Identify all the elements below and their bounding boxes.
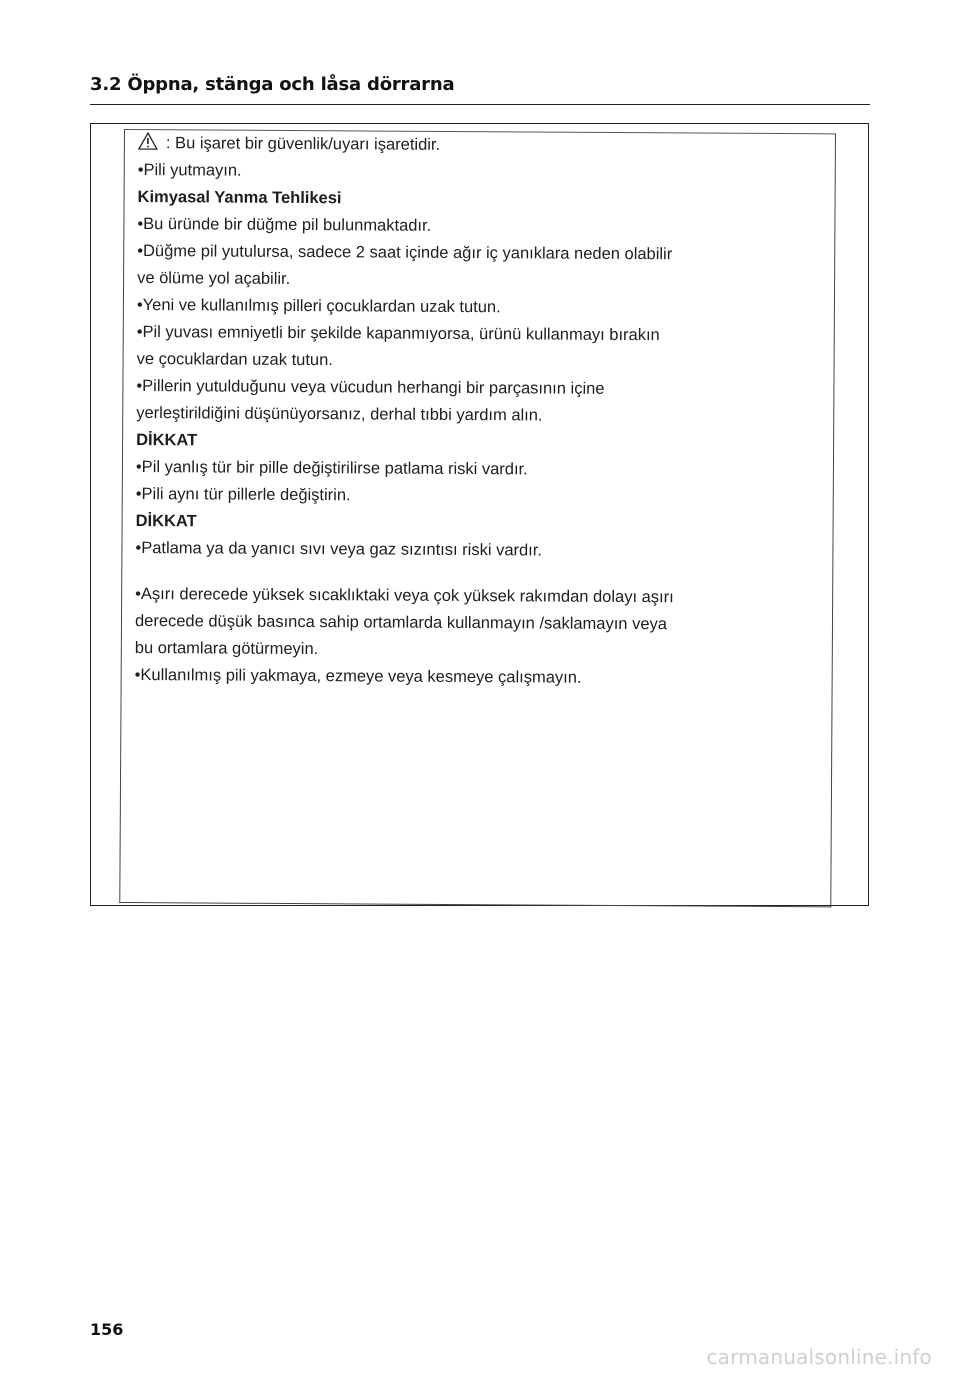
- warning-heading-caution: DİKKAT: [136, 430, 198, 450]
- warning-line: derecede düşük basınca sahip ortamlarda kullanmayın /saklamayın veya: [134, 611, 668, 634]
- warning-line: •Pillerin yutulduğunu veya vücudun herhangi bir parçasının içine: [136, 376, 605, 398]
- warning-line: ve çocuklardan uzak tutun.: [136, 349, 333, 370]
- warning-line: •Pil yuvası emniyetli bir şekilde kapanmıyorsa, ürünü kullanmayı bırakın: [136, 322, 660, 345]
- warning-content: [135, 130, 818, 693]
- warning-line: •Pili aynı tür pillerle değiştirin.: [135, 484, 351, 505]
- page-number: 156: [90, 1320, 124, 1339]
- warning-line: bu ortamlara götürmeyin.: [134, 638, 319, 659]
- warning-line: •Kullanılmış pili yakmaya, ezmeye veya kesmeye çalışmayın.: [134, 665, 582, 687]
- warning-line: •Bu üründe bir düğme pil bulunmaktadır.: [137, 214, 432, 235]
- warning-line: yerleştirildiğini düşünüyorsanız, derhal tıbbi yardım alın.: [136, 403, 543, 425]
- warning-line: •Aşırı derecede yüksek sıcaklıktaki veya çok yüksek rakımdan dolayı aşırı: [135, 584, 674, 607]
- warning-intro-line: [138, 130, 818, 161]
- warning-heading-caution: DİKKAT: [135, 511, 197, 531]
- warning-heading-chemical-burn: Kimyasal Yanma Tehlikesi: [137, 187, 342, 208]
- warning-line: •Pil yanlış tür bir pille değiştirilirse patlama riski vardır.: [135, 457, 528, 479]
- warning-triangle-icon: [138, 132, 158, 150]
- warning-intro-text: : Bu işaret bir güvenlik/uyarı işaretidir.: [165, 134, 441, 154]
- page-header: [90, 72, 870, 105]
- warning-line: •Patlama ya da yanıcı sıvı veya gaz sızıntısı riski vardır.: [135, 538, 543, 560]
- section-title: 3.2 Öppna, stänga och låsa dörrarna: [90, 74, 455, 95]
- watermark: carmanualsonline.info: [706, 1345, 932, 1369]
- warning-line: •Düğme pil yutulursa, sadece 2 saat içinde ağır iç yanıklara neden olabilir: [137, 241, 673, 264]
- warning-line: •Yeni ve kullanılmış pilleri çocuklardan uzak tutun.: [136, 295, 501, 317]
- warning-line: •Pili yutmayın.: [137, 160, 242, 180]
- warning-line: ve ölüme yol açabilir.: [137, 268, 291, 288]
